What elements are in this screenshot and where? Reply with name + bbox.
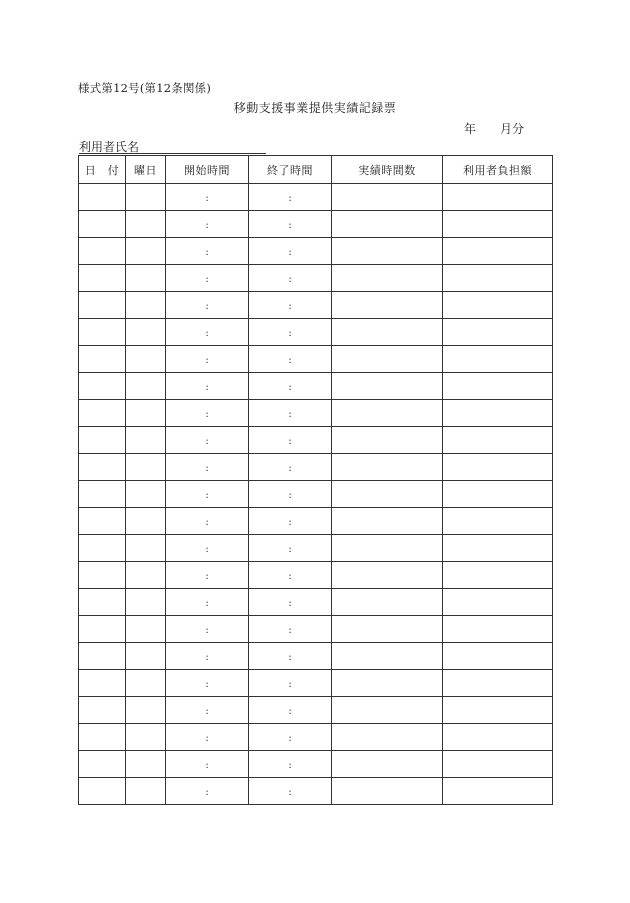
record-body <box>79 184 553 805</box>
end-time-cell[interactable] <box>249 562 332 589</box>
end-time-cell[interactable] <box>249 346 332 373</box>
user-charge-cell[interactable] <box>443 562 553 589</box>
time-separator: : <box>205 300 209 312</box>
end-time-cell[interactable] <box>249 373 332 400</box>
end-time-cell[interactable] <box>249 238 332 265</box>
actual-hours-cell[interactable] <box>332 643 443 670</box>
weekday-cell[interactable] <box>126 346 166 373</box>
end-time-cell[interactable] <box>249 535 332 562</box>
weekday-cell[interactable] <box>126 535 166 562</box>
end-time-cell[interactable] <box>249 184 332 211</box>
time-separator: : <box>205 192 209 204</box>
start-time-cell[interactable] <box>166 751 249 778</box>
table-row <box>79 562 553 589</box>
weekday-cell[interactable] <box>126 670 166 697</box>
user-charge-cell[interactable] <box>443 751 553 778</box>
user-charge-cell[interactable] <box>443 292 553 319</box>
actual-hours-cell[interactable] <box>332 400 443 427</box>
date-cell[interactable] <box>79 427 126 454</box>
user-charge-cell[interactable] <box>443 265 553 292</box>
start-time-cell[interactable] <box>166 508 249 535</box>
weekday-cell[interactable] <box>126 238 166 265</box>
header-actual-hours: 実績時間数 <box>332 156 443 184</box>
end-time-cell[interactable] <box>249 292 332 319</box>
date-cell[interactable] <box>79 184 126 211</box>
time-separator: : <box>205 570 209 582</box>
date-cell[interactable] <box>79 292 126 319</box>
user-charge-cell[interactable] <box>443 535 553 562</box>
table-row <box>79 265 553 292</box>
end-time-cell[interactable] <box>249 697 332 724</box>
table-row <box>79 508 553 535</box>
table-row <box>79 319 553 346</box>
time-separator: : <box>205 543 209 555</box>
weekday-cell[interactable] <box>126 508 166 535</box>
date-cell[interactable] <box>79 481 126 508</box>
time-separator: : <box>288 651 292 663</box>
year-label: 年 <box>464 122 477 136</box>
date-cell[interactable] <box>79 211 126 238</box>
weekday-cell[interactable] <box>126 373 166 400</box>
date-cell[interactable] <box>79 724 126 751</box>
table-row <box>79 373 553 400</box>
actual-hours-cell[interactable] <box>332 292 443 319</box>
time-separator: : <box>205 624 209 636</box>
user-charge-cell[interactable] <box>443 346 553 373</box>
date-cell[interactable] <box>79 373 126 400</box>
table-row <box>79 778 553 805</box>
weekday-cell[interactable] <box>126 751 166 778</box>
actual-hours-cell[interactable] <box>332 265 443 292</box>
page-title: 移動支援事業提供実績記録票 <box>233 101 397 115</box>
user-charge-cell[interactable] <box>443 454 553 481</box>
time-separator: : <box>288 678 292 690</box>
user-charge-cell[interactable] <box>443 373 553 400</box>
user-charge-cell[interactable] <box>443 778 553 805</box>
time-separator: : <box>288 786 292 798</box>
time-separator: : <box>288 408 292 420</box>
start-time-cell[interactable] <box>166 697 249 724</box>
time-separator: : <box>288 300 292 312</box>
user-charge-cell[interactable] <box>443 481 553 508</box>
end-time-cell[interactable] <box>249 724 332 751</box>
date-cell[interactable] <box>79 454 126 481</box>
header-start-time: 開始時間 <box>166 156 249 184</box>
table-row <box>79 184 553 211</box>
time-separator: : <box>205 759 209 771</box>
start-time-cell[interactable] <box>166 265 249 292</box>
time-separator: : <box>288 732 292 744</box>
time-separator: : <box>288 435 292 447</box>
user-charge-cell[interactable] <box>443 400 553 427</box>
time-separator: : <box>205 381 209 393</box>
weekday-cell[interactable] <box>126 184 166 211</box>
end-time-cell[interactable] <box>249 616 332 643</box>
time-separator: : <box>288 489 292 501</box>
start-time-cell[interactable] <box>166 535 249 562</box>
actual-hours-cell[interactable] <box>332 535 443 562</box>
start-time-cell[interactable] <box>166 454 249 481</box>
start-time-cell[interactable] <box>166 670 249 697</box>
time-separator: : <box>288 759 292 771</box>
time-separator: : <box>288 219 292 231</box>
actual-hours-cell[interactable] <box>332 211 443 238</box>
user-charge-cell[interactable] <box>443 670 553 697</box>
start-time-cell[interactable] <box>166 562 249 589</box>
time-separator: : <box>205 408 209 420</box>
time-separator: : <box>288 192 292 204</box>
actual-hours-cell[interactable] <box>332 319 443 346</box>
user-charge-cell[interactable] <box>443 697 553 724</box>
start-time-cell[interactable] <box>166 319 249 346</box>
table-row <box>79 724 553 751</box>
actual-hours-cell[interactable] <box>332 184 443 211</box>
actual-hours-cell[interactable] <box>332 238 443 265</box>
time-separator: : <box>205 489 209 501</box>
start-time-cell[interactable] <box>166 643 249 670</box>
table-row <box>79 643 553 670</box>
table-row <box>79 670 553 697</box>
table-row <box>79 211 553 238</box>
time-separator: : <box>288 516 292 528</box>
table-row <box>79 589 553 616</box>
time-separator: : <box>205 705 209 717</box>
weekday-cell[interactable] <box>126 454 166 481</box>
time-separator: : <box>288 543 292 555</box>
weekday-cell[interactable] <box>126 427 166 454</box>
form-number: 様式第12号(第12条関係) <box>78 81 212 95</box>
end-time-cell[interactable] <box>249 670 332 697</box>
date-cell[interactable] <box>79 643 126 670</box>
time-separator: : <box>288 354 292 366</box>
time-separator: : <box>288 624 292 636</box>
user-charge-cell[interactable] <box>443 319 553 346</box>
time-separator: : <box>288 462 292 474</box>
table-row <box>79 454 553 481</box>
date-cell[interactable] <box>79 697 126 724</box>
weekday-cell[interactable] <box>126 481 166 508</box>
start-time-cell[interactable] <box>166 373 249 400</box>
time-separator: : <box>205 651 209 663</box>
start-time-cell[interactable] <box>166 184 249 211</box>
weekday-cell[interactable] <box>126 400 166 427</box>
end-time-cell[interactable] <box>249 319 332 346</box>
user-charge-cell[interactable] <box>443 427 553 454</box>
user-charge-cell[interactable] <box>443 589 553 616</box>
header-end-time: 終了時間 <box>249 156 332 184</box>
user-charge-cell[interactable] <box>443 643 553 670</box>
user-name-label: 利用者氏名 <box>79 140 140 154</box>
date-cell[interactable] <box>79 751 126 778</box>
start-time-cell[interactable] <box>166 616 249 643</box>
time-separator: : <box>205 246 209 258</box>
weekday-cell[interactable] <box>126 265 166 292</box>
start-time-cell[interactable] <box>166 211 249 238</box>
actual-hours-cell[interactable] <box>332 454 443 481</box>
weekday-cell[interactable] <box>126 724 166 751</box>
actual-hours-cell[interactable] <box>332 346 443 373</box>
actual-hours-cell[interactable] <box>332 724 443 751</box>
time-separator: : <box>205 327 209 339</box>
header-weekday: 曜日 <box>126 156 166 184</box>
time-separator: : <box>205 462 209 474</box>
weekday-cell[interactable] <box>126 589 166 616</box>
time-separator: : <box>288 246 292 258</box>
weekday-cell[interactable] <box>126 292 166 319</box>
year-month-label <box>464 120 524 137</box>
date-cell[interactable] <box>79 562 126 589</box>
actual-hours-cell[interactable] <box>332 751 443 778</box>
start-time-cell[interactable] <box>166 589 249 616</box>
weekday-cell[interactable] <box>126 319 166 346</box>
time-separator: : <box>205 273 209 285</box>
end-time-cell[interactable] <box>249 211 332 238</box>
start-time-cell[interactable] <box>166 238 249 265</box>
date-cell[interactable] <box>79 535 126 562</box>
time-separator: : <box>205 678 209 690</box>
time-separator: : <box>288 381 292 393</box>
start-time-cell[interactable] <box>166 346 249 373</box>
header-date: 日 付 <box>79 156 126 184</box>
time-separator: : <box>205 219 209 231</box>
user-charge-cell[interactable] <box>443 724 553 751</box>
weekday-cell[interactable] <box>126 697 166 724</box>
end-time-cell[interactable] <box>249 427 332 454</box>
date-cell[interactable] <box>79 265 126 292</box>
end-time-cell[interactable] <box>249 643 332 670</box>
date-cell[interactable] <box>79 670 126 697</box>
end-time-cell[interactable] <box>249 481 332 508</box>
user-charge-cell[interactable] <box>443 508 553 535</box>
date-cell[interactable] <box>79 346 126 373</box>
table-row <box>79 346 553 373</box>
date-cell[interactable] <box>79 319 126 346</box>
date-cell[interactable] <box>79 400 126 427</box>
end-time-cell[interactable] <box>249 778 332 805</box>
time-separator: : <box>288 273 292 285</box>
time-separator: : <box>205 516 209 528</box>
table-row <box>79 535 553 562</box>
end-time-cell[interactable] <box>249 400 332 427</box>
table-row <box>79 292 553 319</box>
weekday-cell[interactable] <box>126 778 166 805</box>
time-separator: : <box>288 597 292 609</box>
end-time-cell[interactable] <box>249 589 332 616</box>
time-separator: : <box>205 354 209 366</box>
date-cell[interactable] <box>79 589 126 616</box>
time-separator: : <box>205 732 209 744</box>
start-time-cell[interactable] <box>166 481 249 508</box>
date-cell[interactable] <box>79 778 126 805</box>
table-row <box>79 400 553 427</box>
date-cell[interactable] <box>79 238 126 265</box>
date-cell[interactable] <box>79 508 126 535</box>
time-separator: : <box>205 435 209 447</box>
weekday-cell[interactable] <box>126 616 166 643</box>
start-time-cell[interactable] <box>166 724 249 751</box>
table-row <box>79 616 553 643</box>
actual-hours-cell[interactable] <box>332 481 443 508</box>
actual-hours-cell[interactable] <box>332 562 443 589</box>
time-separator: : <box>288 570 292 582</box>
time-separator: : <box>205 597 209 609</box>
user-charge-cell[interactable] <box>443 184 553 211</box>
user-name-line <box>79 153 266 154</box>
end-time-cell[interactable] <box>249 265 332 292</box>
time-separator: : <box>288 327 292 339</box>
month-label: 月分 <box>500 122 525 136</box>
actual-hours-cell[interactable] <box>332 427 443 454</box>
record-table <box>78 155 553 805</box>
table-row <box>79 751 553 778</box>
actual-hours-cell[interactable] <box>332 508 443 535</box>
start-time-cell[interactable] <box>166 778 249 805</box>
header-user-charge: 利用者負担額 <box>443 156 553 184</box>
user-charge-cell[interactable] <box>443 211 553 238</box>
end-time-cell[interactable] <box>249 751 332 778</box>
actual-hours-cell[interactable] <box>332 778 443 805</box>
table-row <box>79 481 553 508</box>
start-time-cell[interactable] <box>166 292 249 319</box>
actual-hours-cell[interactable] <box>332 670 443 697</box>
actual-hours-cell[interactable] <box>332 697 443 724</box>
time-separator: : <box>205 786 209 798</box>
table-row <box>79 238 553 265</box>
table-header-row <box>79 156 553 184</box>
weekday-cell[interactable] <box>126 211 166 238</box>
start-time-cell[interactable] <box>166 400 249 427</box>
table-row <box>79 697 553 724</box>
actual-hours-cell[interactable] <box>332 373 443 400</box>
end-time-cell[interactable] <box>249 508 332 535</box>
start-time-cell[interactable] <box>166 427 249 454</box>
user-charge-cell[interactable] <box>443 616 553 643</box>
end-time-cell[interactable] <box>249 454 332 481</box>
weekday-cell[interactable] <box>126 643 166 670</box>
table-row <box>79 427 553 454</box>
actual-hours-cell[interactable] <box>332 589 443 616</box>
user-charge-cell[interactable] <box>443 238 553 265</box>
actual-hours-cell[interactable] <box>332 616 443 643</box>
time-separator: : <box>288 705 292 717</box>
date-cell[interactable] <box>79 616 126 643</box>
weekday-cell[interactable] <box>126 562 166 589</box>
